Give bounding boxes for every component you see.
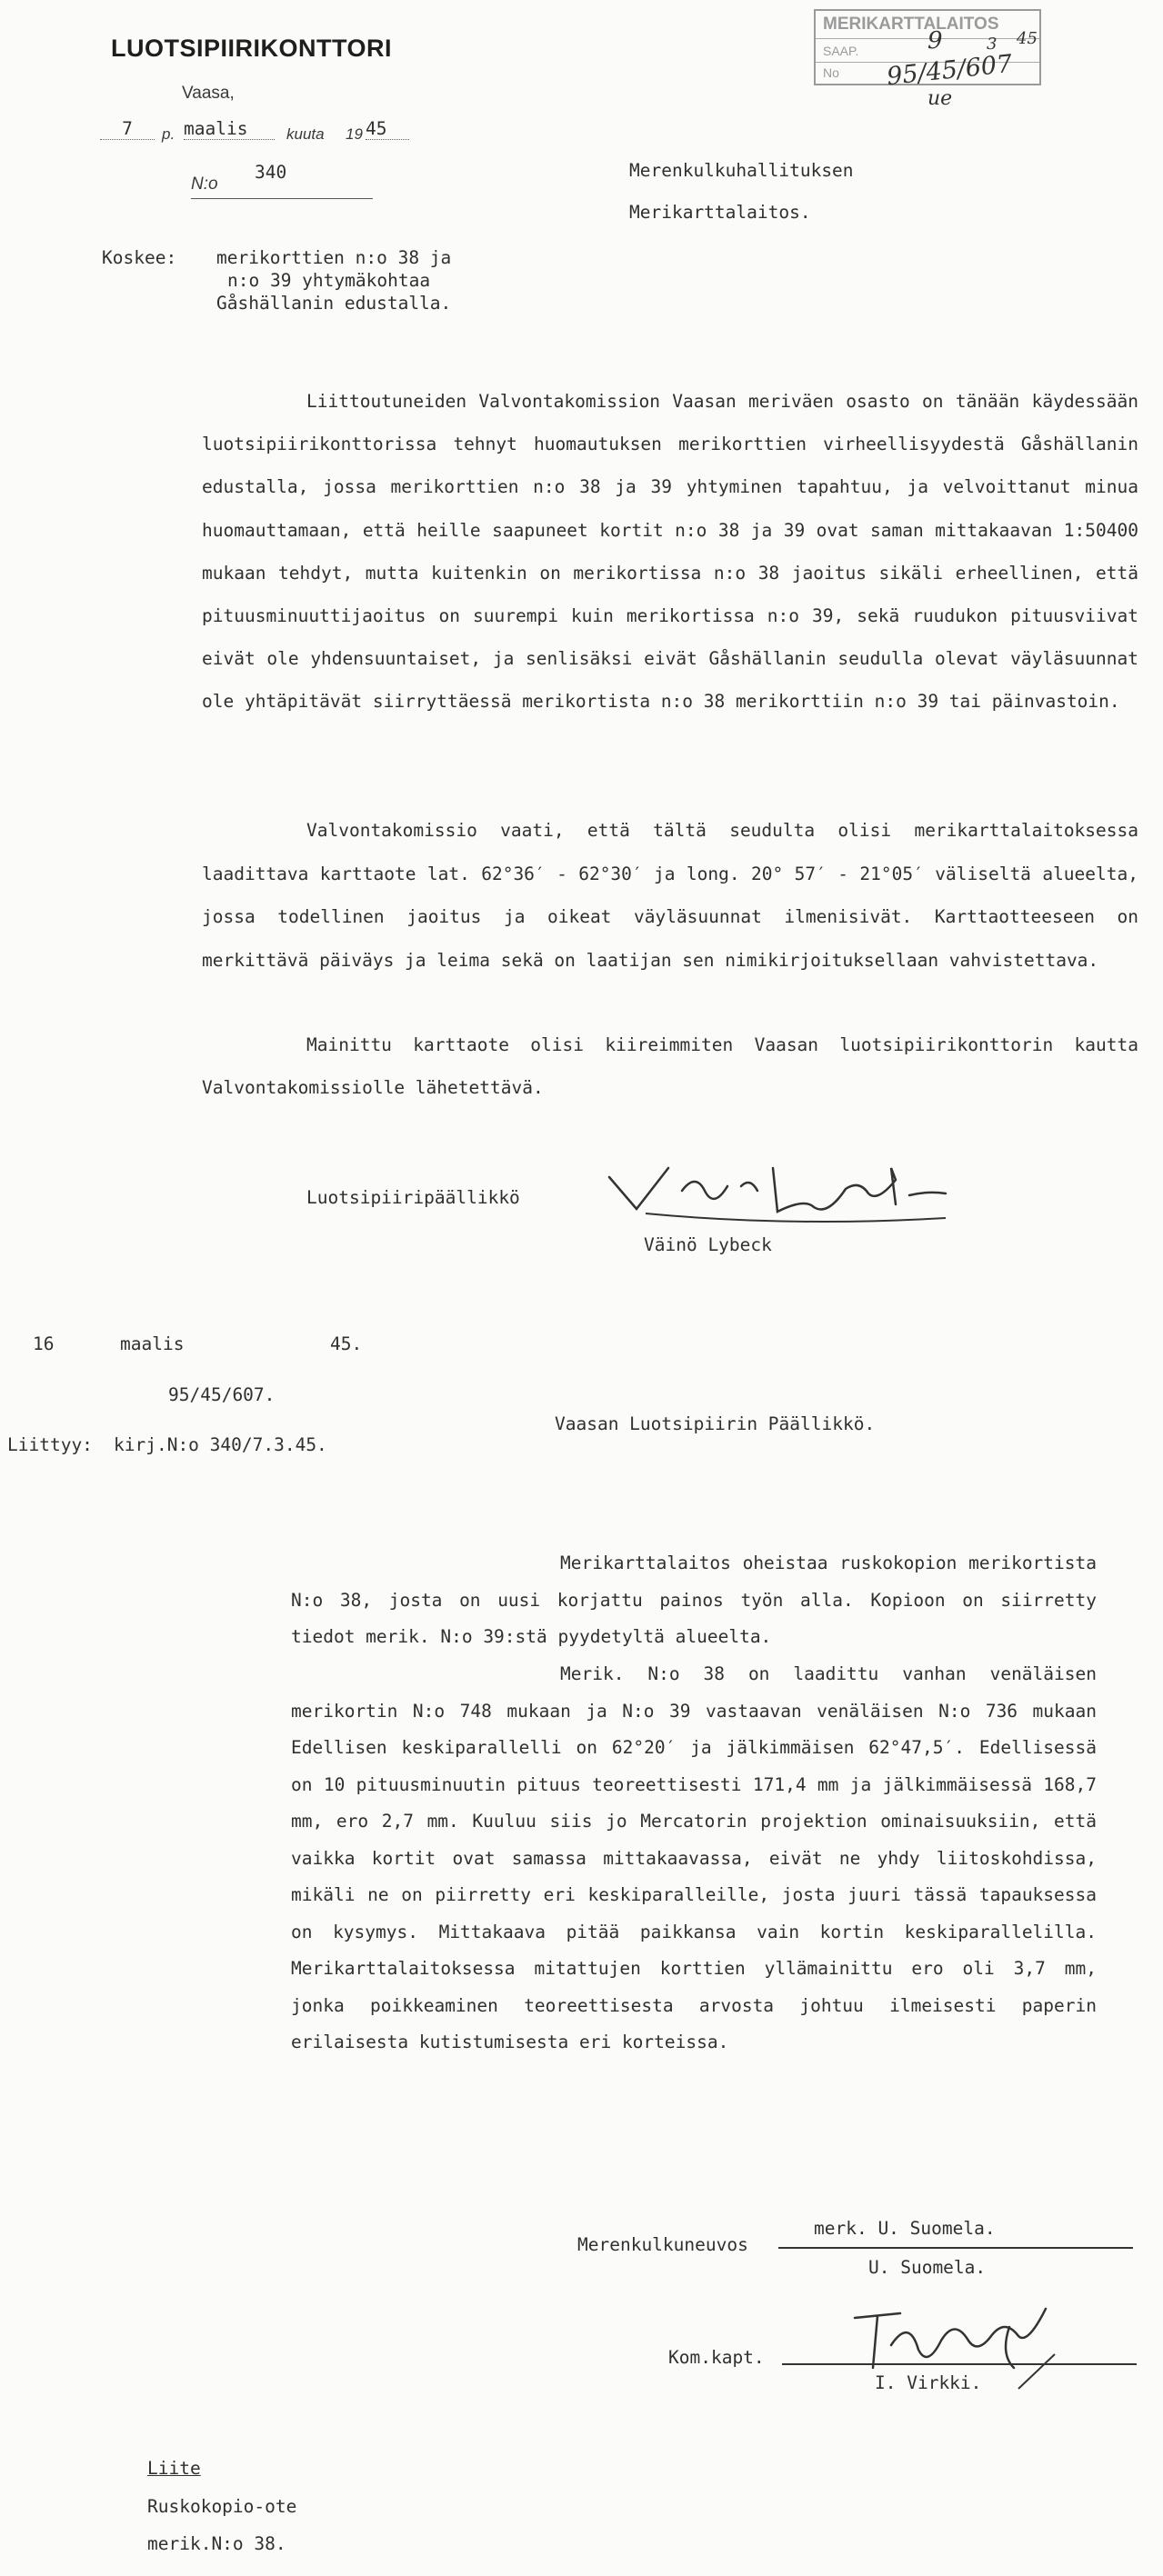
subject-line1: merikorttien n:o 38 ja bbox=[216, 247, 452, 268]
stamp-month: 3 bbox=[987, 35, 998, 54]
date-day-suffix: p. bbox=[162, 125, 175, 143]
subject-label: Koskee: bbox=[102, 247, 177, 268]
recipient-line1: Merenkulkuhallituksen bbox=[629, 160, 854, 181]
stamp-label-received: SAAP. bbox=[823, 44, 859, 58]
date-year-prefix: 19 bbox=[346, 125, 363, 143]
attachment-line1: Ruskokopio-ote bbox=[147, 2496, 297, 2517]
reply-paragraph-2: Merik. N:o 38 on laadittu vanhan venäläisen merikortin N:o 748 mukaan ja N:o 39 vastaavan venäläisen N:o 736 mukaan Edellisen keskiparallelli on 62°20′ ja jälkimmäisen 62°47,5′. Edellisessä on 10 pituusminuutin pituus teoreettisesti 171,4 mm ja jälkimmäisessä 168,7 mm, ero 2,7 mm. Kuuluu siis jo Mercatorin projektion ominaisuuksiin, että vaikka kortit ovat samassa mittakaavassa, eivät ne yhdy liitoskohdissa, mikäli ne on piirretty eri keskiparalleille, josta juuri tässä tapauksessa on kysymys. Mittakaava pitää paikkansa vain kortin keskiparallelilla. Merikarttalaitoksessa mitattujen korttien yllämainittu ero oli 3,7 mm, jonka poikkeaminen teoreettisesta arvosta johtuu ilmeisesti paperin erilaisesta kutistumisesta eri korteissa. bbox=[291, 1663, 1097, 2052]
subject-line2: n:o 39 yhtymäkohtaa bbox=[227, 270, 431, 291]
signature1-title: Luotsipiiripäällikkö bbox=[306, 1187, 520, 1208]
signature3-name: I. Virkki. bbox=[875, 2372, 982, 2393]
letter-date bbox=[100, 118, 409, 147]
date-month-word: kuuta bbox=[286, 125, 325, 143]
signature1-name: Väinö Lybeck bbox=[644, 1234, 772, 1255]
stamp-day: 9 bbox=[927, 27, 943, 55]
signature1-handwriting-icon bbox=[582, 1141, 964, 1232]
reply-month: maalis bbox=[120, 1333, 185, 1354]
reply-addressee: Vaasan Luotsipiirin Päällikkö. bbox=[555, 1413, 876, 1434]
reply-paragraph-1: Merikarttalaitos oheistaa ruskokopion merikortista N:o 38, josta on uusi korjattu painos työn alla. Kopioon on siirretty tiedot merik. N:o 39:stä pyydetyltä alueelta. bbox=[291, 1553, 1097, 1647]
body-paragraph-1: Liittoutuneiden Valvontakomission Vaasan meriväen osasto on tänään käydessään luotsipiirikonttorissa tehnyt huomautuksen merikorttien virheellisyydestä Gåshällanin edustalla, jossa merikorttien n:o 38 ja 39 yhtyminen tapahtuu, ja velvoittanut minua huomauttamaan, että heille saapuneet kortit n:o 38 ja 39 ovat saman mittakaavan 1:50400 mukaan tehdyt, mutta kuitenkin on merikortissa n:o 38 jaoitus sikäli erheellinen, että pituusminuuttijaoitus on suurempi kuin merikortissa n:o 39, sekä ruudukon pituusviivat eivät ole yhdensuuntaiset, ja senlisäksi eivät Gåshällanin seudulla olevat väyläsuunnat ole yhtäpitävät siirryttäessä merikortista n:o 38 merikorttiin n:o 39 tai päinvastoin. bbox=[202, 391, 1138, 713]
number-label: N:o bbox=[191, 175, 218, 194]
date-day: 7 bbox=[100, 118, 155, 140]
stamp-initials: ue bbox=[927, 87, 953, 110]
reply-reference: 95/45/607. bbox=[168, 1384, 276, 1405]
body-paragraph-3: Mainittu karttaote olisi kiireimmiten Vaasan luotsipiirikonttorin kautta Valvontakomissiolle lähetettävä. bbox=[202, 1034, 1138, 1098]
stamp-reference: 95/45/607 bbox=[885, 49, 1014, 92]
attachment-heading: Liite bbox=[147, 2458, 201, 2479]
signature2-name: U. Suomela. bbox=[868, 2257, 987, 2278]
letter-number bbox=[191, 162, 373, 198]
signature2-title: Merenkulkuneuvos bbox=[577, 2234, 748, 2255]
reply-attached-label: Liittyy: bbox=[7, 1434, 93, 1455]
signature3-title: Kom.kapt. bbox=[668, 2347, 765, 2368]
stamp-year: 45 bbox=[1017, 29, 1038, 48]
stamp-label-no: No bbox=[823, 65, 839, 80]
signature2-signed: merk. U. Suomela. bbox=[814, 2218, 996, 2239]
reply-day: 16 bbox=[33, 1333, 55, 1354]
reply-attached-value: kirj.N:o 340/7.3.45. bbox=[114, 1434, 327, 1455]
number-value: 340 bbox=[255, 162, 287, 183]
date-month: maalis bbox=[184, 118, 275, 140]
subject-line3: Gåshällanin edustalla. bbox=[216, 293, 452, 314]
attachment-line2: merik.N:o 38. bbox=[147, 2533, 286, 2554]
letterhead-org: LUOTSIPIIRIKONTTORI bbox=[111, 35, 393, 62]
letterhead-place: Vaasa, bbox=[182, 84, 235, 103]
reply-year: 45. bbox=[330, 1333, 363, 1354]
body-paragraph-2: Valvontakomissio vaati, että tältä seudulta olisi merikarttalaitoksessa laadittava karttaote lat. 62°36′ - 62°30′ ja long. 20° 57′ - 21°05′ väliseltä alueelta, jossa todellinen jaoitus ja oikeat väyläsuunnat ilmenisivät. Karttaotteeseen on merkittävä päiväys ja leima sekä on laatijan sen nimikirjoituksellaan vahvistettava. bbox=[202, 820, 1138, 971]
stamp-title: MERIKARTTALAITOS bbox=[823, 15, 999, 34]
date-year: 45 bbox=[366, 118, 409, 140]
recipient-line2: Merikarttalaitos. bbox=[629, 202, 811, 223]
